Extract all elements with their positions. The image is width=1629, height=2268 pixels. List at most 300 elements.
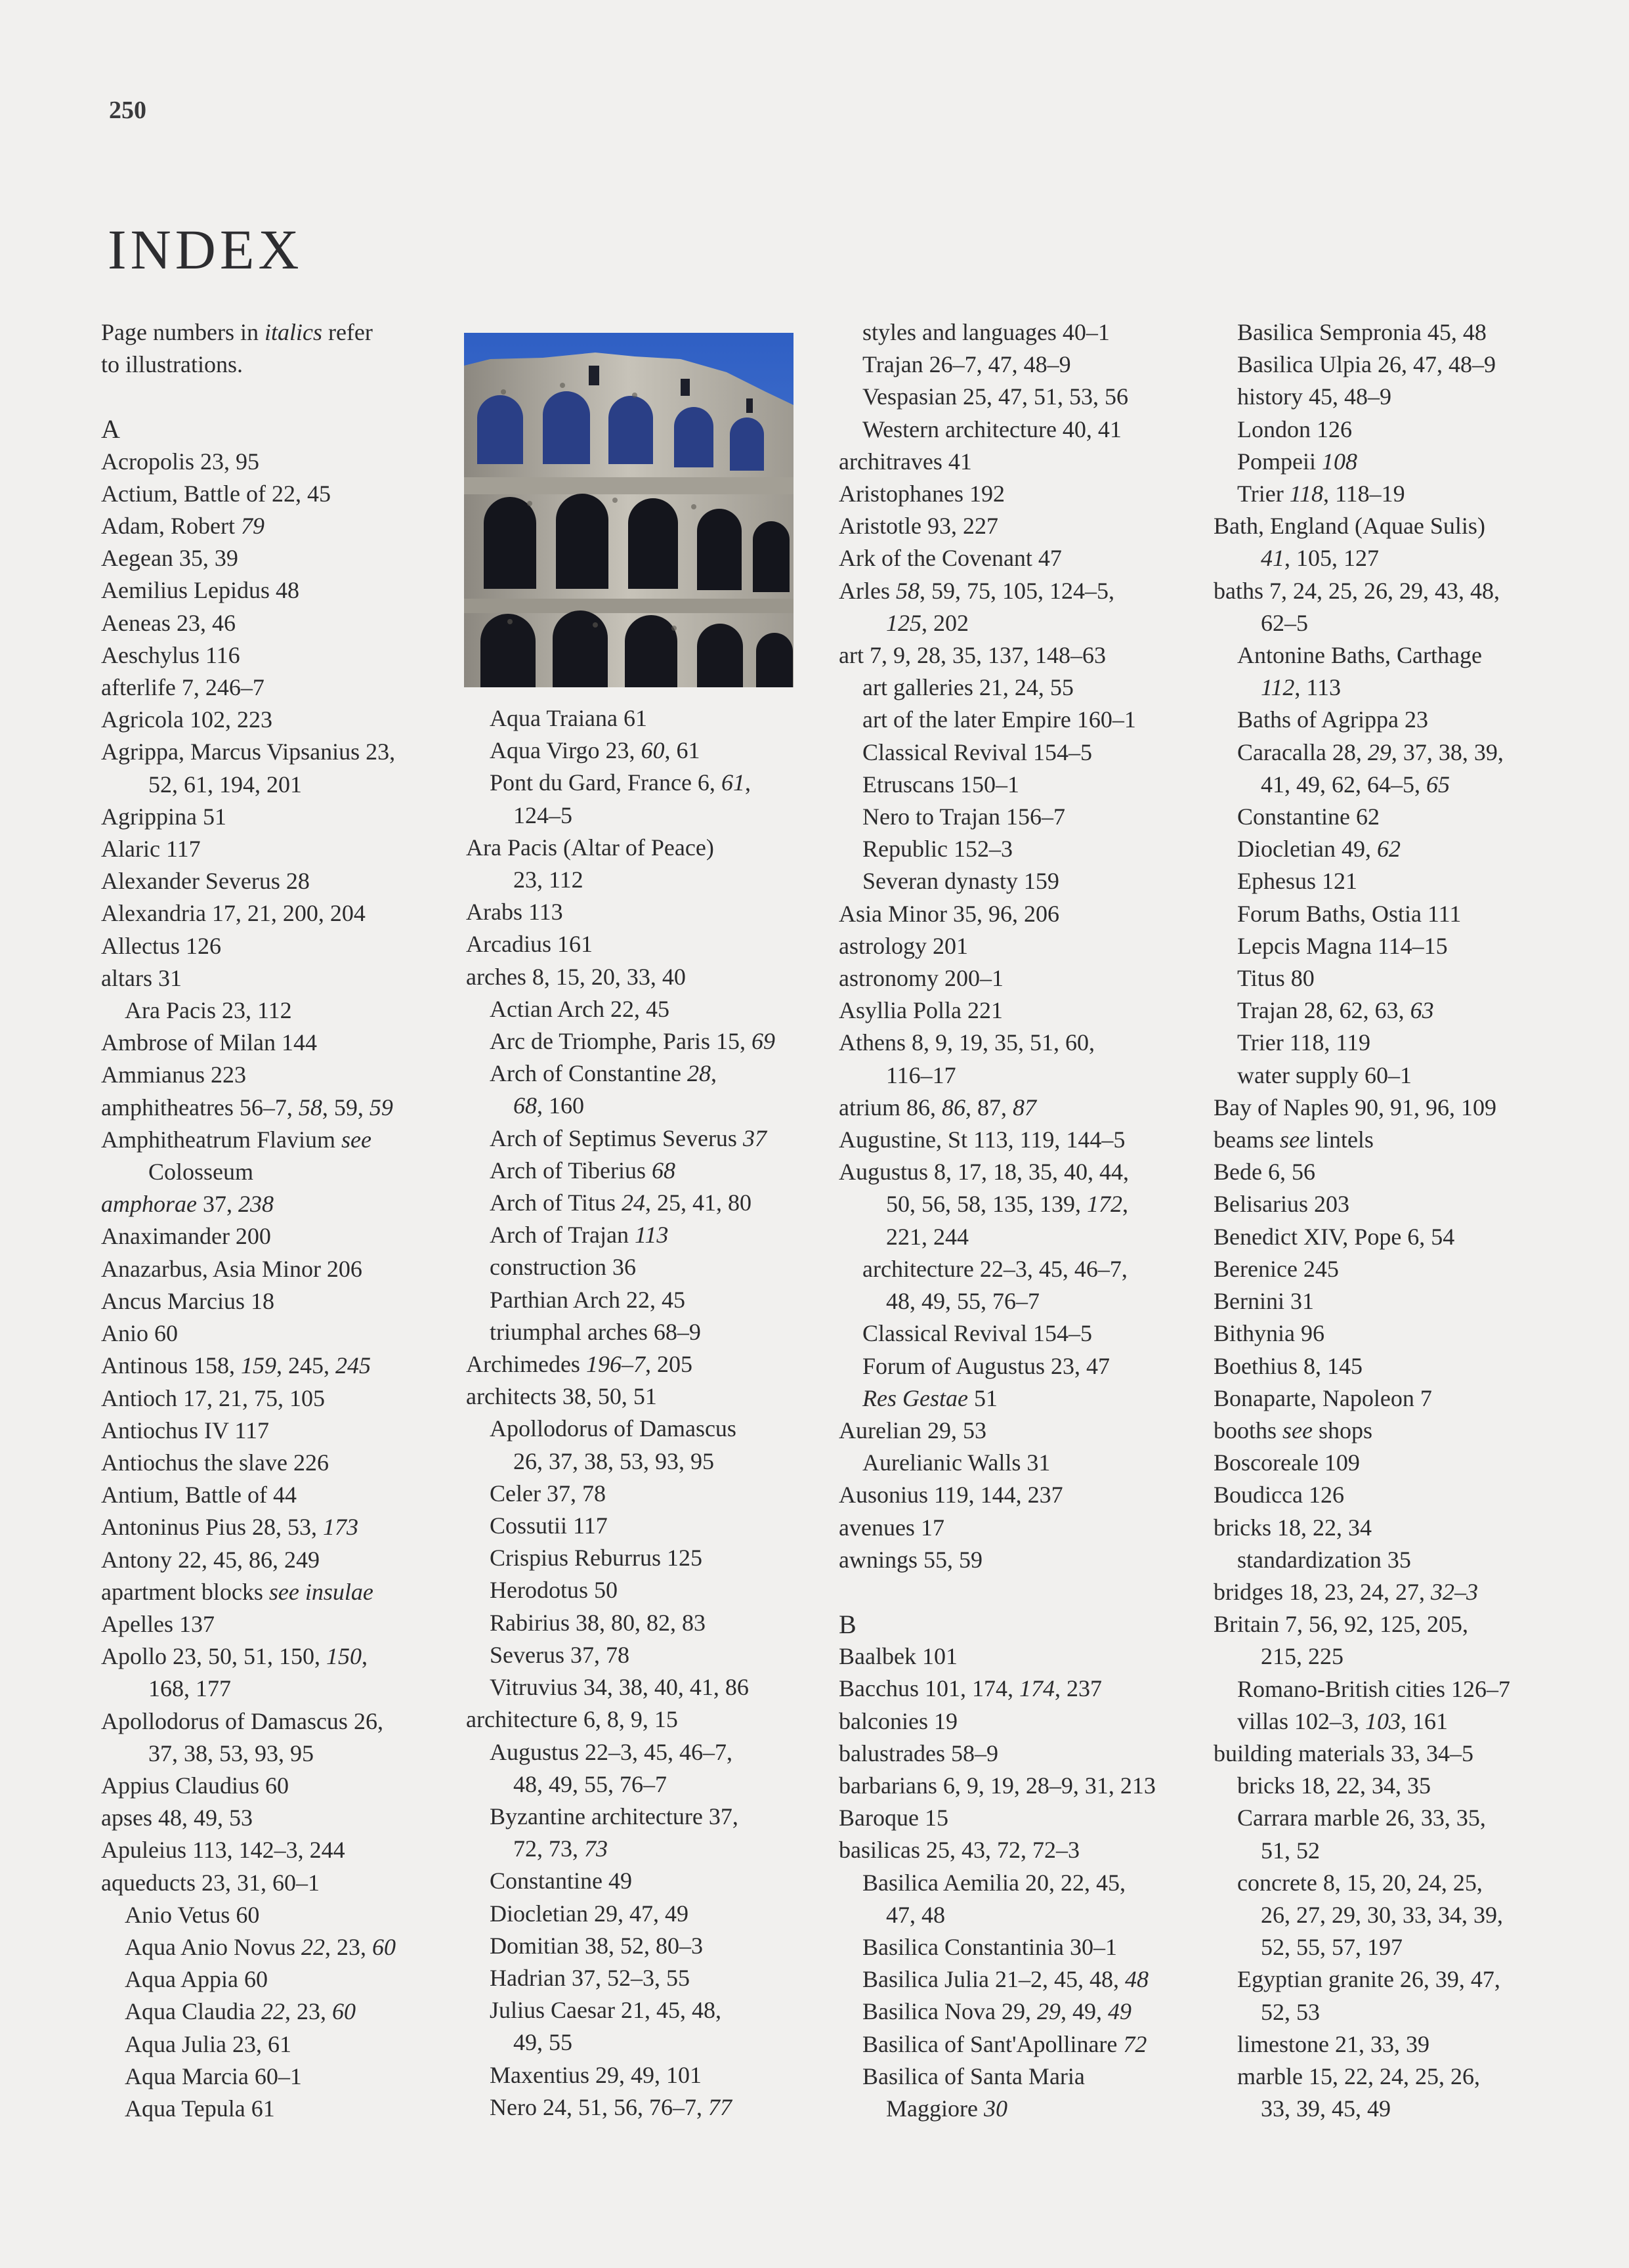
entry-text: Aurelian 29, 53 [839, 1417, 986, 1444]
entry-text: Antonine Baths, Carthage [1237, 642, 1482, 669]
entry-text: Ara Pacis 23, 112 [125, 997, 292, 1024]
entry-text: styles and languages 40–1 [862, 319, 1110, 345]
italic-ref: 172 [1087, 1191, 1122, 1218]
index-entry [1214, 1221, 1568, 1253]
entry-text: Britain 7, 56, 92, 125, 205, [1214, 1611, 1468, 1638]
italic-ref: 65 [1426, 771, 1450, 798]
index-entry [466, 896, 820, 928]
entry-text: Aqua Marcia 60–1 [125, 2063, 302, 2089]
index-entry [466, 1703, 820, 1736]
entry-text: Antinous 158, [101, 1352, 242, 1379]
index-subentry [466, 1219, 820, 1251]
entry-text: 47, 48 [886, 1901, 945, 1928]
italic-ref: 73 [584, 1835, 608, 1862]
index-subentry [466, 1574, 820, 1606]
entry-text: art of the later Empire 160–1 [862, 706, 1136, 733]
entry-text: balustrades 58–9 [839, 1740, 998, 1766]
italic-ref: 112 [1261, 674, 1295, 701]
index-subentry [101, 769, 429, 801]
index-subentry [1214, 349, 1568, 381]
entry-text: Arch of Trajan [490, 1222, 635, 1249]
index-entry [1214, 1285, 1568, 1317]
index-subentry [101, 1996, 429, 2028]
entry-text: Antioch 17, 21, 75, 105 [101, 1384, 325, 1411]
index-column-2 [466, 702, 820, 2124]
entry-text: 168, 177 [148, 1675, 231, 1702]
entry-text: Aqua Traiana 61 [490, 705, 647, 731]
index-subentry [839, 1899, 1206, 1931]
index-entry [101, 736, 429, 768]
index-subentry [839, 414, 1206, 446]
italic-ref: 69 [751, 1028, 775, 1055]
entry-text: Belisarius 203 [1214, 1191, 1349, 1218]
italic-ref: 103 [1365, 1707, 1401, 1734]
entry-text: Alexandria 17, 21, 200, 204 [101, 900, 366, 927]
index-entry [1214, 1124, 1568, 1156]
entry-text: Actian Arch 22, 45 [490, 995, 669, 1022]
index-subentry [466, 1187, 820, 1219]
index-subentry [1214, 381, 1568, 413]
entry-text: Diocletian 49, [1237, 836, 1377, 863]
index-subentry [839, 769, 1206, 801]
index-subentry [839, 2061, 1206, 2093]
entry-text: Alexander Severus 28 [101, 868, 310, 895]
entry-text: Anaximander 200 [101, 1223, 271, 1250]
entry-text: Classical Revival 154–5 [862, 1320, 1092, 1347]
entry-text: Appius Claudius 60 [101, 1772, 289, 1799]
italic-ref: 77 [708, 2093, 732, 2120]
italic-ref: see insulae [268, 1578, 373, 1605]
index-entry [839, 898, 1206, 930]
index-entry [1214, 1608, 1568, 1640]
index-subentry [1214, 898, 1568, 930]
entry-text: Crispius Reburrus 125 [490, 1545, 702, 1572]
index-subentry [1214, 769, 1568, 801]
entry-text: construction 36 [490, 1254, 636, 1281]
entry-text: Bernini 31 [1214, 1288, 1314, 1315]
index-subentry [1214, 1996, 1568, 2028]
entry-text: 72, 73, [513, 1835, 584, 1862]
index-entry [839, 575, 1206, 607]
entry-text: Apelles 137 [101, 1610, 215, 1637]
entry-text: bridges 18, 23, 24, 27, [1214, 1578, 1431, 1605]
entry-text: 37, [197, 1191, 238, 1218]
entry-text: 124–5 [513, 802, 572, 828]
index-entry [839, 1673, 1206, 1705]
entry-text: Augustus 8, 17, 18, 35, 40, 44, [839, 1159, 1130, 1186]
entry-text: , 237 [1054, 1675, 1102, 1702]
italic-ref: 59 [369, 1094, 393, 1121]
entry-text: , 61 [664, 737, 700, 764]
index-entry [839, 930, 1206, 962]
index-entry [839, 1544, 1206, 1576]
entry-text: Athens 8, 9, 19, 35, 51, 60, [839, 1029, 1095, 1056]
entry-text: Diocletian 29, 47, 49 [490, 1900, 688, 1927]
index-entry [101, 1027, 429, 1059]
index-subentry [839, 1996, 1206, 2028]
italic-ref: 113 [634, 1222, 669, 1249]
entry-text: Antony 22, 45, 86, 249 [101, 1546, 320, 1573]
index-entry [101, 930, 429, 962]
entry-text: Basilica Nova 29, [862, 1998, 1037, 2025]
italic-ref: see [1279, 1126, 1310, 1153]
entry-text: Basilica Constantinia 30–1 [862, 1933, 1117, 1960]
italic-ref: 60 [331, 1998, 356, 2025]
index-subentry [1214, 607, 1568, 639]
entry-text: altars 31 [101, 964, 182, 991]
index-subentry [1214, 2028, 1568, 2061]
index-subentry [1214, 1802, 1568, 1834]
index-entry [1214, 1738, 1568, 1770]
entry-text: Apollodorus of Damascus [490, 1415, 736, 1442]
entry-text: Aegean 35, 39 [101, 545, 238, 572]
entry-text: , 37, 38, 39, [1391, 738, 1504, 765]
index-entry [101, 1317, 429, 1350]
index-subentry [466, 1962, 820, 1994]
entry-text: Anio 60 [101, 1320, 178, 1347]
index-subentry [1214, 1931, 1568, 1963]
entry-text: 41, 49, 62, 64–5, [1261, 771, 1426, 798]
index-subentry [466, 1155, 820, 1187]
entry-text: Parthian Arch 22, 45 [490, 1286, 685, 1313]
index-subentry [1214, 962, 1568, 995]
index-subentry [101, 1963, 429, 1996]
index-subentry [466, 735, 820, 767]
index-entry [839, 1770, 1206, 1802]
italic-ref: 37 [742, 1124, 767, 1151]
entry-text: , 202 [921, 609, 969, 636]
index-entry [101, 1382, 429, 1415]
index-entry [101, 1059, 429, 1091]
entry-text: Aqua Tepula 61 [125, 2095, 275, 2122]
index-subentry [101, 1738, 429, 1770]
index-entry [466, 961, 820, 993]
index-subentry [1214, 1963, 1568, 1996]
entry-text: beams [1214, 1126, 1280, 1153]
entry-text: Forum of Augustus 23, 47 [862, 1352, 1111, 1379]
entry-text: 116–17 [886, 1061, 956, 1088]
italic-ref: 58 [298, 1094, 322, 1121]
italic-ref: italics [264, 319, 322, 345]
entry-text: afterlife 7, 246–7 [101, 674, 264, 701]
index-subentry [1214, 672, 1568, 704]
italic-ref: 108 [1322, 448, 1358, 475]
italic-ref: 24 [622, 1189, 646, 1216]
entry-text: Bithynia 96 [1214, 1320, 1324, 1347]
index-subentry [466, 1994, 820, 2026]
italic-ref: 49 [1107, 1998, 1132, 2025]
entry-text: Berenice 245 [1214, 1255, 1339, 1282]
index-entry [839, 639, 1206, 672]
index-entry [839, 1705, 1206, 1738]
entry-text: Constantine 49 [490, 1868, 632, 1894]
index-subentry [1214, 737, 1568, 769]
index-subentry [839, 801, 1206, 833]
entry-text: water supply 60–1 [1237, 1061, 1412, 1088]
entry-text: booths [1214, 1417, 1283, 1444]
entry-text: Trier [1237, 481, 1290, 507]
index-subentry [466, 702, 820, 735]
entry-text: Arch of Constantine [490, 1060, 687, 1087]
index-subentry [466, 1801, 820, 1833]
entry-text: Agrippa, Marcus Vipsanius 23, [101, 738, 396, 765]
index-subentry [466, 864, 820, 896]
index-subentry [466, 1768, 820, 1801]
entry-text: limestone 21, 33, 39 [1237, 2030, 1429, 2057]
italic-ref: see [341, 1126, 371, 1153]
entry-text: lintels [1309, 1126, 1374, 1153]
index-subentry [1214, 1544, 1568, 1576]
entry-text: Antiochus the slave 226 [101, 1449, 329, 1476]
index-subentry [1214, 1899, 1568, 1931]
entry-text: Western architecture 40, 41 [862, 416, 1122, 442]
entry-text: Nero to Trajan 156–7 [862, 803, 1065, 830]
entry-text: 48, 49, 55, 76–7 [513, 1770, 667, 1797]
entry-text: Archimedes [466, 1351, 586, 1378]
index-entry [1214, 1317, 1568, 1350]
entry-text: Maxentius 29, 49, 101 [490, 2061, 702, 2088]
entry-text: Romano-British cities 126–7 [1237, 1675, 1510, 1702]
entry-text: art galleries 21, 24, 55 [862, 674, 1074, 701]
entry-text: Acropolis 23, 95 [101, 448, 259, 475]
italic-ref: 68 [513, 1092, 537, 1119]
entry-text: architraves 41 [839, 448, 972, 475]
italic-ref: 118 [1289, 481, 1324, 507]
entry-text: Agrippina 51 [101, 803, 226, 830]
italic-ref: 87 [1012, 1094, 1036, 1121]
entry-text: Ausonius 119, 144, 237 [839, 1482, 1063, 1508]
entry-text: bricks 18, 22, 34, 35 [1237, 1772, 1431, 1799]
index-entry [101, 639, 429, 672]
index-subentry [839, 672, 1206, 704]
index-subentry [101, 995, 429, 1027]
index-subentry [839, 1382, 1206, 1415]
entry-text: Basilica Aemilia 20, 22, 45, [862, 1869, 1126, 1896]
entry-text: balconies 19 [839, 1707, 958, 1734]
index-subentry [1214, 1059, 1568, 1092]
entry-text: apartment blocks [101, 1578, 269, 1605]
entry-text: Julius Caesar 21, 45, 48, [490, 1997, 721, 2024]
index-entry [839, 1479, 1206, 1511]
entry-text: Augustine, St 113, 119, 144–5 [839, 1126, 1126, 1153]
entry-text: Carrara marble 26, 33, 35, [1237, 1805, 1486, 1831]
entry-text: concrete 8, 15, 20, 24, 25, [1237, 1869, 1483, 1896]
entry-text: Cossutii 117 [490, 1512, 608, 1539]
note-line [101, 316, 429, 349]
entry-text: Ancus Marcius 18 [101, 1287, 274, 1314]
italic-ref: 29 [1367, 738, 1391, 765]
entry-text: Classical Revival 154–5 [862, 738, 1092, 765]
italic-ref: 174 [1019, 1675, 1055, 1702]
index-subentry [1214, 639, 1568, 672]
index-subentry [466, 1510, 820, 1542]
index-entry [101, 478, 429, 510]
entry-text: Boudicca 126 [1214, 1482, 1344, 1508]
entry-text: Aqua Julia 23, 61 [125, 2030, 291, 2057]
index-subentry [839, 1317, 1206, 1350]
entry-text: , [744, 769, 751, 796]
index-subentry [839, 1188, 1206, 1220]
index-entry [1214, 1479, 1568, 1511]
index-subentry [466, 767, 820, 799]
italic-ref: 28 [687, 1060, 711, 1087]
entry-text: Domitian 38, 52, 80–3 [490, 1932, 703, 1959]
index-entry [101, 1124, 429, 1156]
index-entry [101, 1253, 429, 1285]
entry-text: Basilica Julia 21–2, 45, 48, [862, 1966, 1125, 1993]
index-subentry [101, 1899, 429, 1931]
index-entry [1214, 1576, 1568, 1608]
index-subentry [1214, 995, 1568, 1027]
italic-ref: 60 [641, 737, 665, 764]
italic-ref: 41 [1261, 545, 1284, 572]
index-subentry [1214, 801, 1568, 833]
index-entry [101, 1608, 429, 1640]
index-entry [101, 672, 429, 704]
entry-text: Aqua Claudia [125, 1998, 261, 2025]
index-subentry [839, 349, 1206, 381]
index-subentry [101, 2093, 429, 2125]
index-subentry [839, 316, 1206, 349]
index-subentry [839, 865, 1206, 897]
entry-text: awnings 55, 59 [839, 1546, 983, 1573]
entry-text: amphitheatres 56–7, [101, 1094, 299, 1121]
index-subentry [839, 704, 1206, 736]
entry-text: 26, 37, 38, 53, 93, 95 [513, 1447, 714, 1474]
index-subentry [466, 1833, 820, 1865]
italic-ref: 72 [1123, 2030, 1147, 2057]
entry-text: Pont du Gard, France 6, [490, 769, 721, 796]
entry-text: 26, 27, 29, 30, 33, 34, 39, [1261, 1901, 1503, 1928]
entry-text: Celer 37, 78 [490, 1480, 606, 1507]
entry-text: , 59, 75, 105, 124–5, [919, 577, 1114, 604]
index-subentry [1214, 1835, 1568, 1867]
entry-text: Adam, Robert [101, 513, 241, 540]
entry-text: 52, 61, 194, 201 [148, 771, 302, 798]
index-subentry [466, 1639, 820, 1671]
index-column-1 [101, 316, 429, 2125]
index-entry [101, 962, 429, 995]
index-entry [101, 704, 429, 736]
index-subentry [466, 1671, 820, 1703]
entry-text: Caracalla 28, [1237, 738, 1368, 765]
entry-text: Augustus 22–3, 45, 46–7, [490, 1738, 733, 1765]
index-subentry [1214, 446, 1568, 478]
index-subentry [466, 1251, 820, 1283]
entry-text: Ephesus 121 [1237, 868, 1357, 895]
index-entry [839, 1512, 1206, 1544]
index-entry [101, 1576, 429, 1608]
index-note [101, 316, 429, 381]
index-subentry [839, 1963, 1206, 1996]
index-entry [101, 801, 429, 833]
entry-text: Antium, Battle of 44 [101, 1482, 297, 1508]
index-subentry [839, 1867, 1206, 1899]
index-entry [839, 478, 1206, 510]
entry-text: , 23, [284, 1998, 332, 2025]
index-entry [101, 1285, 429, 1317]
entry-text: Titus 80 [1237, 965, 1315, 992]
entry-text: shops [1312, 1417, 1373, 1444]
entry-text: 50, 56, 58, 135, 139, [886, 1191, 1087, 1218]
entry-text: Alaric 117 [101, 836, 201, 863]
entry-text: , [710, 1060, 717, 1087]
entry-text: aqueducts 23, 31, 60–1 [101, 1869, 320, 1896]
index-entry [101, 1640, 429, 1673]
index-subentry [466, 1284, 820, 1316]
italic-ref: 30 [983, 2095, 1007, 2122]
index-entry [1214, 1382, 1568, 1415]
entry-text: 49, 55 [513, 2029, 572, 2056]
index-entry [839, 1415, 1206, 1447]
italic-ref: 63 [1410, 997, 1434, 1024]
entry-text: Apuleius 113, 142–3, 244 [101, 1837, 345, 1864]
entry-text: Arles [839, 577, 896, 604]
index-entry [101, 1705, 429, 1738]
index-subentry [101, 2061, 429, 2093]
entry-text: Ara Pacis (Altar of Peace) [466, 834, 714, 861]
index-subentry [839, 2093, 1206, 2125]
entry-text: Aqua Virgo 23, [490, 737, 641, 764]
entry-text: 62–5 [1261, 609, 1308, 636]
entry-text: , 245, [276, 1352, 336, 1379]
entry-text: Apollodorus of Damascus 26, [101, 1707, 383, 1734]
index-entry [839, 542, 1206, 574]
index-entry [101, 1220, 429, 1252]
index-subentry [466, 1542, 820, 1574]
entry-text: Forum Baths, Ostia 111 [1237, 900, 1462, 927]
entry-text: Aeschylus 116 [101, 641, 240, 668]
index-entry [1214, 1350, 1568, 1382]
entry-text: Asia Minor 35, 96, 206 [839, 900, 1059, 927]
index-subentry [466, 1058, 820, 1090]
entry-text: Basilica Sempronia 45, 48 [1237, 319, 1487, 345]
entry-text: Arch of Tiberius [490, 1157, 652, 1184]
entry-text: standardization 35 [1237, 1546, 1411, 1573]
index-subentry [466, 1607, 820, 1639]
entry-text: Boscoreale 109 [1214, 1449, 1360, 1476]
index-subentry [101, 1931, 429, 1963]
index-subentry [101, 1673, 429, 1705]
italic-ref: 62 [1376, 836, 1401, 863]
index-entry [101, 607, 429, 639]
index-entry [1214, 510, 1568, 542]
entry-text: Boethius 8, 145 [1214, 1352, 1363, 1379]
entry-text: astrology 201 [839, 932, 968, 959]
italic-ref: 58 [895, 577, 920, 604]
index-subentry [839, 607, 1206, 639]
index-entry [839, 1738, 1206, 1770]
index-entry [1214, 1415, 1568, 1447]
entry-text: Severus 37, 78 [490, 1641, 629, 1668]
index-subentry [839, 1221, 1206, 1253]
entry-text: Apollo 23, 50, 51, 150, [101, 1643, 327, 1670]
italic-ref: 238 [238, 1191, 274, 1218]
index-entry [101, 1834, 429, 1866]
index-subentry [1214, 930, 1568, 962]
index-subentry [466, 1930, 820, 1962]
italic-ref: 48 [1124, 1966, 1149, 1993]
entry-text: arches 8, 15, 20, 33, 40 [466, 963, 686, 990]
index-column-4 [1214, 316, 1568, 2125]
index-subentry [1214, 1867, 1568, 1899]
index-entry [101, 542, 429, 574]
index-entry [839, 1802, 1206, 1834]
index-entry [1214, 1512, 1568, 1544]
italic-ref: 61 [721, 769, 745, 796]
index-subentry [101, 2028, 429, 2061]
entry-text: Bonaparte, Napoleon 7 [1214, 1384, 1432, 1411]
